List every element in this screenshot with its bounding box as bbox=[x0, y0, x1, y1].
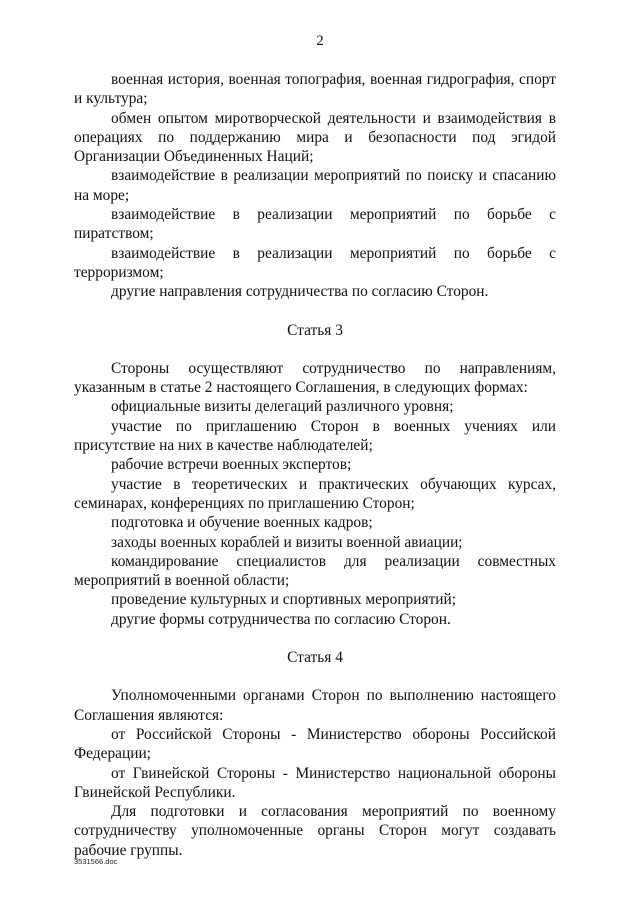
paragraph: рабочие встречи военных экспертов; bbox=[111, 456, 352, 474]
paragraph: Уполномоченными органами Сторон по выполнению настоящего Соглашения являются: bbox=[74, 687, 556, 724]
paragraph: от Гвинейской Стороны - Министерство национальной обороны Гвинейской Республики. bbox=[74, 764, 556, 801]
paragraph: взаимодействие в реализации мероприятий по борьбе с терроризмом; bbox=[74, 244, 556, 281]
paragraph: официальные визиты делегаций различного уровня; bbox=[111, 398, 454, 416]
paragraph: проведение культурных и спортивных мероприятий; bbox=[111, 591, 457, 609]
document-body bbox=[74, 70, 556, 860]
page-number: 2 bbox=[316, 33, 324, 49]
paragraph: командирование специалистов для реализации совместных мероприятий в военной области; bbox=[74, 552, 556, 590]
paragraph: обмен опытом миротворческой деятельности и взаимодействия в операциях по поддержанию мира и безопасности под эгидой Организации Объединенных Наций; bbox=[74, 109, 556, 166]
paragraph: заходы военных кораблей и визиты военной авиации; bbox=[111, 533, 463, 551]
paragraph: участие по приглашению Сторон в военных учениях или присутствие на них в качестве наблюдателей; bbox=[74, 417, 556, 455]
paragraph: Стороны осуществляют сотрудничество по направлениям, указанным в статье 2 настоящего Соглашения, в следующих формах: bbox=[74, 359, 556, 397]
paragraph: военная история, военная топография, военная гидрография, спорт и культура; bbox=[74, 71, 556, 108]
paragraph: участие в теоретических и практических обучающих курсах, семинарах, конференциях по приглашению Сторон; bbox=[74, 475, 556, 512]
article-2-continuation bbox=[74, 70, 556, 302]
paragraph: Для подготовки и согласования мероприятий по военному сотрудничеству уполномоченные органы Сторон могут создавать рабочие группы. bbox=[74, 803, 556, 859]
article-4 bbox=[74, 648, 556, 860]
paragraph: другие формы сотрудничества по согласию Сторон. bbox=[111, 610, 451, 628]
paragraph: взаимодействие в реализации мероприятий по поиску и спасанию на море; bbox=[74, 167, 556, 204]
article-heading: Статья 3 bbox=[287, 321, 343, 339]
document-file-code: 3531566.doc bbox=[74, 857, 118, 866]
paragraph: от Российской Стороны - Министерство обороны Российской Федерации; bbox=[74, 725, 556, 763]
paragraph: другие направления сотрудничества по согласию Сторон. bbox=[111, 283, 489, 301]
article-heading: Статья 4 bbox=[287, 649, 343, 667]
paragraph: подготовка и обучение военных кадров; bbox=[111, 514, 373, 532]
article-3 bbox=[74, 321, 556, 629]
paragraph: взаимодействие в реализации мероприятий по борьбе с пиратством; bbox=[74, 206, 556, 243]
